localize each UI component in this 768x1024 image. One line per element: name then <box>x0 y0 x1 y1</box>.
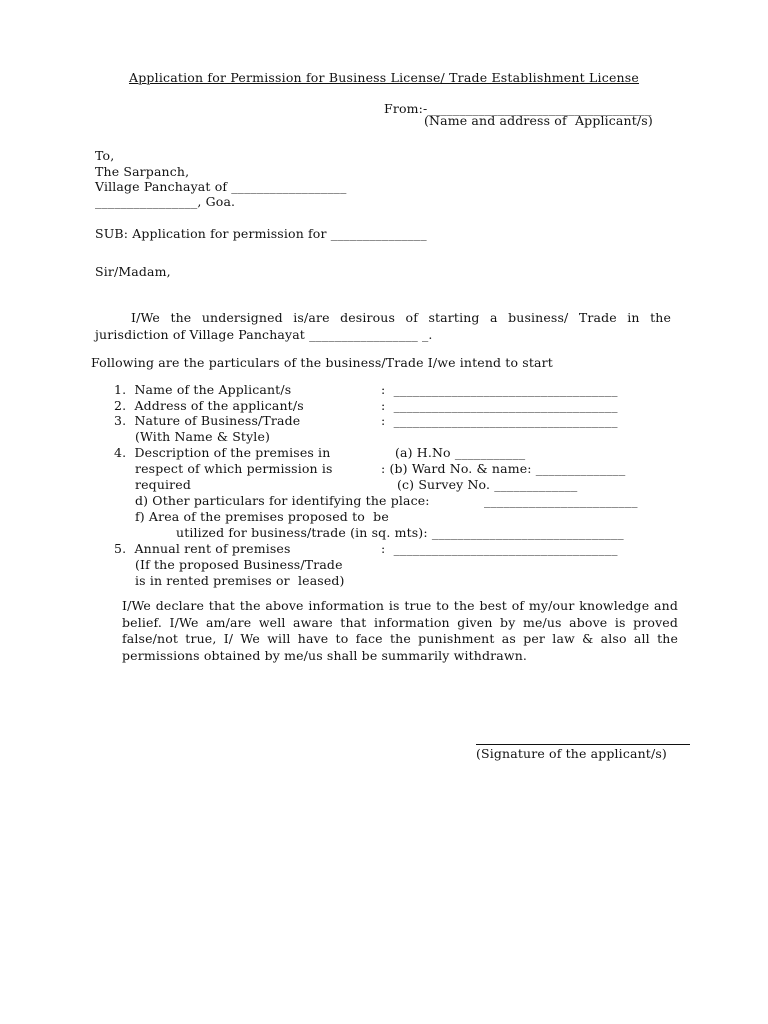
item-5-blank: : ___________________________________ <box>381 541 618 556</box>
item-4c-survey: (c) Survey No. _____________ <box>397 477 578 492</box>
item-1-blank: : ___________________________________ <box>381 382 618 397</box>
panchayat-line: Village Panchayat of __________________ <box>95 179 347 194</box>
to-label: To, <box>95 148 115 163</box>
item-5-line2: (If the proposed Business/Trade <box>135 557 343 572</box>
item-5-label: 5. Annual rent of premises <box>114 541 291 556</box>
item-4f-line2: utilized for business/trade (in sq. mts): ______________________________ <box>176 525 624 540</box>
particulars-heading: Following are the particulars of the business/Trade I/we intend to start <box>91 355 553 370</box>
item-4d-blank: ________________________ <box>484 493 638 508</box>
declaration-paragraph: I/We declare that the above information is true to the best of my/our knowledge and belief. I/We am/are well aware that information given by me/us above is proved false/not true, I/ We will have to face the punishment as per law & also all the permissions obtained by me/us shall be summarily withdrawn. <box>122 598 678 663</box>
item-5-line3: is in rented premises or leased) <box>135 573 345 588</box>
item-4f-label: f) Area of the premises proposed to be <box>135 509 389 524</box>
item-2-label: 2. Address of the applicant/s <box>114 398 304 413</box>
item-4-line3: required <box>135 477 191 492</box>
item-4a-hno: (a) H.No ___________ <box>395 445 526 460</box>
item-2-blank: : ___________________________________ <box>381 398 618 413</box>
from-line: From:-___________________________________ <box>384 101 652 116</box>
item-4b-ward: : (b) Ward No. & name: ______________ <box>381 461 626 476</box>
signature-caption: (Signature of the applicant/s) <box>476 746 667 761</box>
item-3-sub: (With Name & Style) <box>135 429 271 444</box>
place-line: ________________, Goa. <box>95 194 236 209</box>
item-1-label: 1. Name of the Applicant/s <box>114 382 292 397</box>
addressee: The Sarpanch, <box>95 164 190 179</box>
item-4-line2: respect of which permission is <box>135 461 333 476</box>
from-caption: (Name and address of Applicant/s) <box>424 113 653 128</box>
item-4d-label: d) Other particulars for identifying the place: <box>135 493 430 508</box>
item-4-label: 4. Description of the premises in <box>114 445 331 460</box>
intro-paragraph: I/We the undersigned is/are desirous of starting a business/ Trade in the jurisdiction of Village Panchayat _________________ _. <box>95 310 671 342</box>
salutation: Sir/Madam, <box>95 264 171 279</box>
item-3-label: 3. Nature of Business/Trade <box>114 413 301 428</box>
document-title: Application for Permission for Business License/ Trade Establishment License <box>128 70 640 85</box>
item-3-blank: : ___________________________________ <box>381 413 618 428</box>
subject-line: SUB: Application for permission for _______________ <box>95 226 427 241</box>
signature-line <box>476 744 690 745</box>
